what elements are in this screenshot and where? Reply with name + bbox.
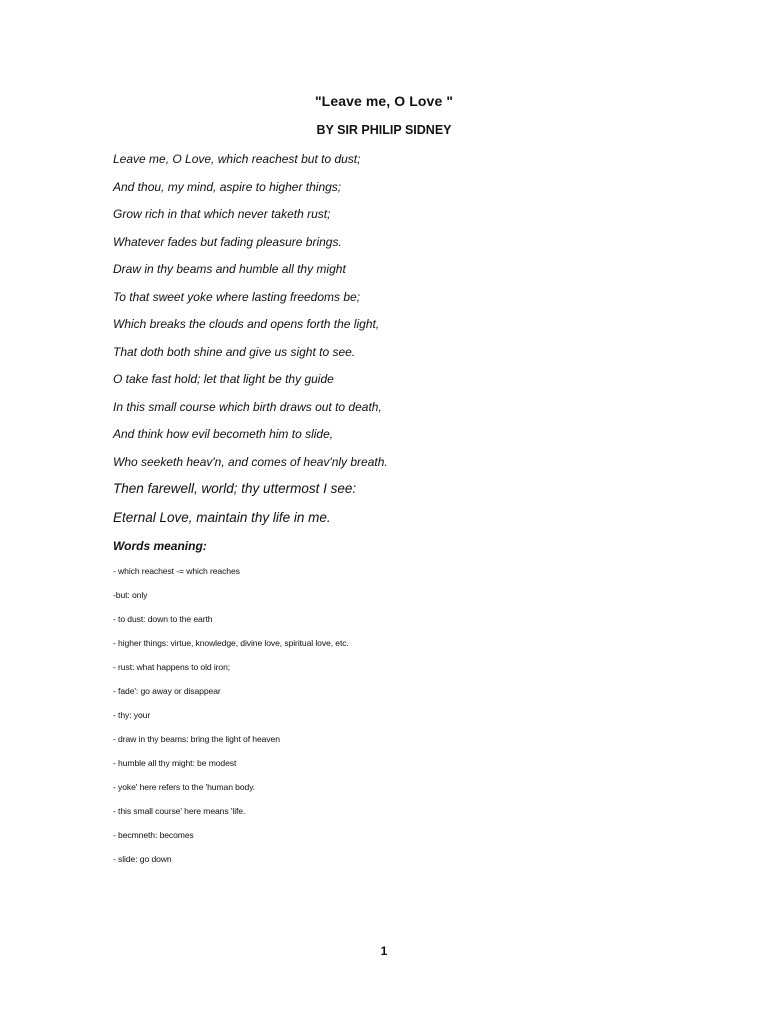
meaning-item: - rust: what happens to old iron; (113, 662, 231, 672)
poem-couplet (113, 479, 356, 537)
poem-line: Who seeketh heav'n, and comes of heav'nly breath. (113, 454, 388, 469)
meaning-item: -but: only (113, 590, 148, 600)
meaning-item: - fade': go away or disappear (113, 686, 221, 696)
poem-line: Leave me, O Love, which reachest but to dust; (113, 152, 361, 166)
poem-line: Which breaks the clouds and opens forth the light, (113, 317, 380, 331)
meaning-item: - higher things: virtue, knowledge, divine love, spiritual love, etc. (113, 638, 349, 648)
meaning-item: - slide: go down (113, 854, 172, 864)
poem-line: Grow rich in that which never taketh rust; (113, 207, 331, 221)
meaning-item: - to dust: down to the earth (113, 614, 213, 624)
words-meaning-list (113, 565, 349, 877)
poem-line: In this small course which birth draws out to death, (113, 399, 382, 414)
poem-body (113, 151, 388, 481)
meaning-item: - this small course' here means 'life. (113, 806, 246, 816)
words-meaning-heading: Words meaning: (113, 539, 207, 553)
meaning-item: - yoke' here refers to the 'human body. (113, 782, 256, 792)
meaning-item: - which reachest -= which reaches (113, 566, 240, 576)
poem-line: And thou, my mind, aspire to higher things; (113, 179, 342, 194)
poem-line: Draw in thy beams and humble all thy might (113, 262, 346, 276)
poem-author: BY SIR PHILIP SIDNEY (316, 123, 452, 137)
meaning-item: - thy: your (113, 710, 151, 720)
poem-line: That doth both shine and give us sight to see. (113, 344, 356, 359)
meaning-item: - humble all thy might: be modest (113, 758, 237, 768)
poem-line: Whatever fades but fading pleasure brings. (113, 234, 342, 249)
meaning-item: - becmneth: becomes (113, 830, 194, 840)
meaning-item: - draw in thy beams: bring the light of heaven (113, 734, 280, 744)
poem-line: And think how evil becometh him to slide, (113, 427, 334, 441)
poem-title: "Leave me, O Love " (314, 93, 454, 109)
page-number: 1 (380, 944, 388, 958)
poem-line: To that sweet yoke where lasting freedoms be; (113, 289, 361, 304)
couplet-line: Eternal Love, maintain thy life in me. (113, 510, 331, 525)
poem-line: O take fast hold; let that light be thy guide (113, 372, 334, 386)
couplet-line: Then farewell, world; thy uttermost I see: (113, 481, 357, 496)
